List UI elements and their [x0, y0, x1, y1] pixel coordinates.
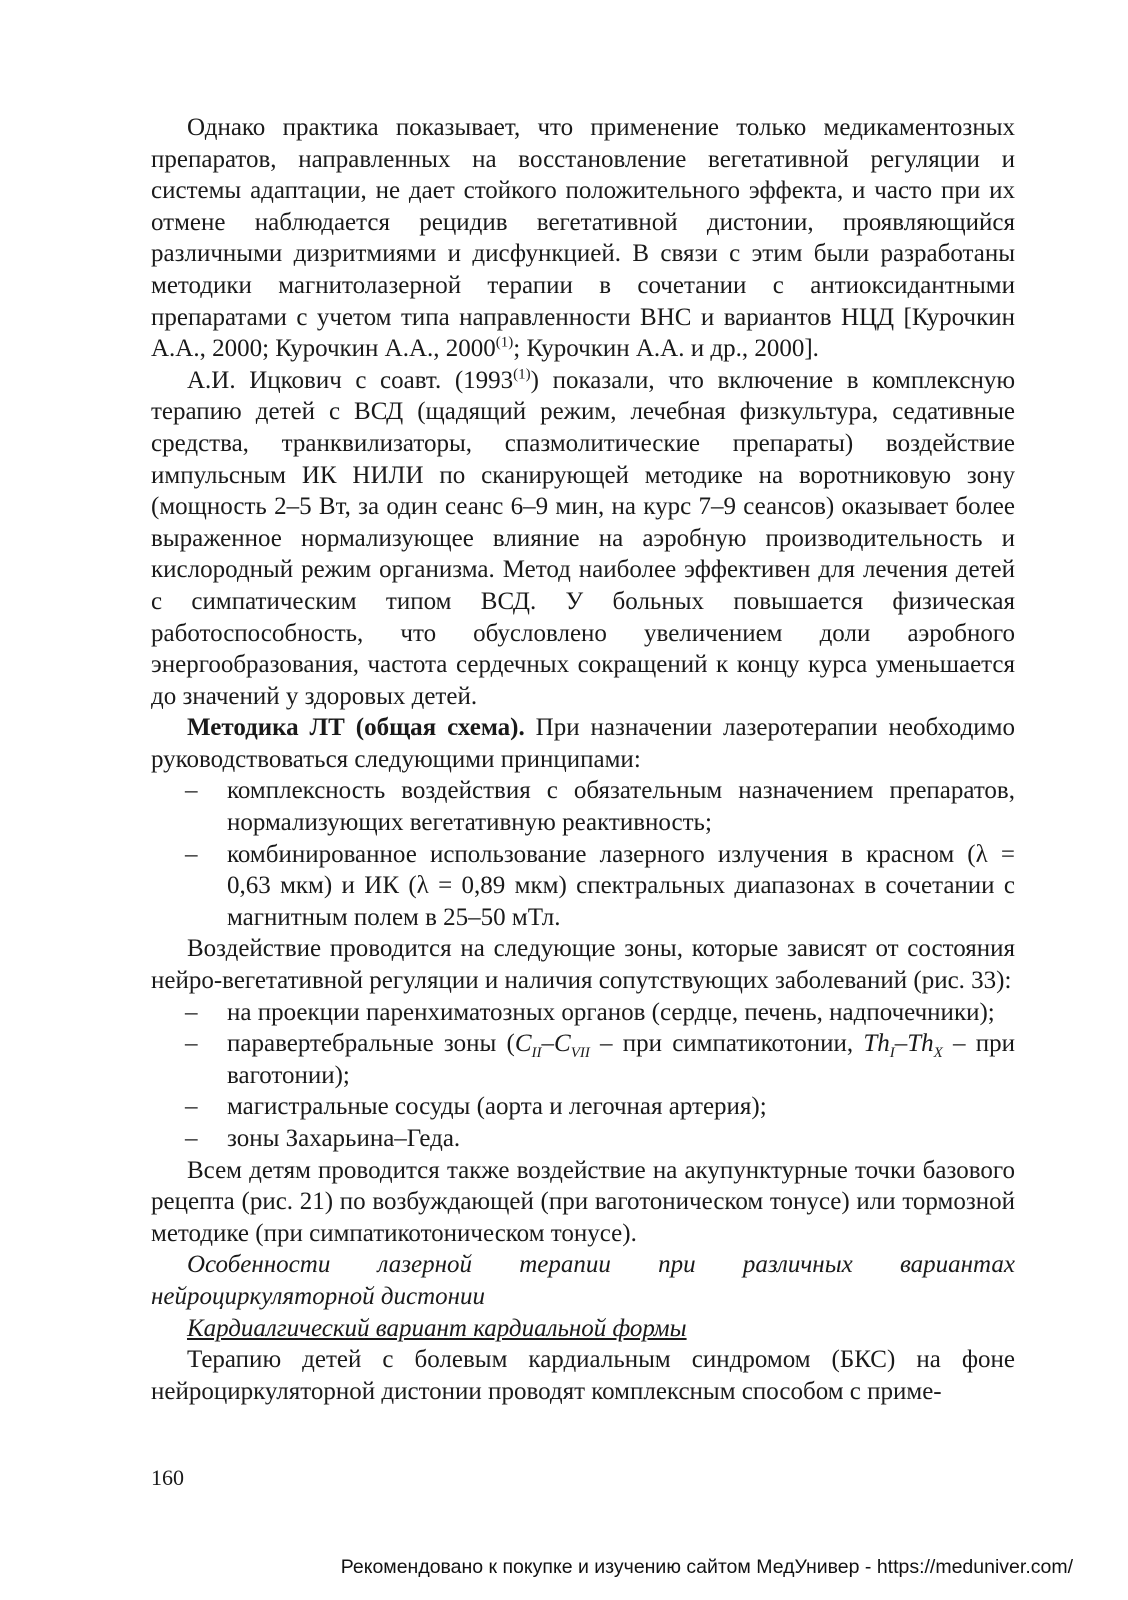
paragraph-1-end: ; Курочкин А.А. и др., 2000].	[513, 335, 819, 363]
vertebra-subscript: I	[889, 1045, 895, 1062]
zones-list	[151, 997, 1015, 1155]
section-heading-method: Методика ЛТ (общая схема).	[187, 714, 525, 742]
paragraph-2	[151, 365, 1015, 713]
list-dash: –	[185, 1093, 198, 1121]
list-item-text: паравертебральные зоны (	[227, 1030, 515, 1058]
list-item-text: комбинированное использование лазерного излучения в красном (λ = 0,63 мкм) и ИК (λ = 0,89 мкм) спектральных диапазонах в сочетании с магнитным полем в 25–50 мТл.	[227, 840, 1015, 931]
list-item	[151, 997, 1015, 1029]
reference-superscript: (1)	[513, 366, 531, 383]
paragraph-4: Воздействие проводится на следующие зоны, которые зависят от состояния нейро-вегетативной регуляции и наличия сопутствующих заболеваний (рис. 33):	[151, 935, 1015, 995]
list-item-text: – при ваготонии);	[227, 1030, 1015, 1089]
range-dash: –	[894, 1030, 908, 1058]
range-dash: –	[541, 1030, 555, 1058]
vertebra-subscript: VII	[570, 1045, 590, 1062]
paragraph-5: Всем детям проводится также воздействие на акупунктурные точки базового рецепта (рис. 21) по возбуждающей (при ваготоническом тонусе) или тормозной методике (при симпатикотоническом тонусе).	[151, 1156, 1015, 1247]
vertebra-label: Th	[907, 1030, 934, 1058]
paragraph-8: Терапию детей с болевым кардиальным синдромом (БКС) на фоне нейроциркуляторной дистонии проводят комплексным способом с приме-	[151, 1346, 1015, 1405]
subsection-title-italic: Особенности лазерной терапии при различных вариантах нейроциркуляторной дистонии	[151, 1251, 1015, 1310]
paragraph-3	[151, 712, 1015, 775]
paragraph-2-text: ) показали, что включение в комплексную терапию детей с ВСД (щадящий режим, лечебная физкультура, седативные средства, транквилизаторы, спазмолитические препараты) воздействие импульсным ИК НИЛИ по сканирующей методике на воротниковую зону (мощность 2–5 Вт, за один сеанс 6–9 мин, на курс 7–9 сеансов) оказывает более выраженное нормализующее влияние на аэробную производительность и кислородный режим организма. Метод наиболее эффективен для лечения детей с симпатическим типом ВСД. У больных повышается физическая работоспособность, что обусловлено увеличением доли аэробного энергообразования, частота сердечных сокращений к концу курса уменьшается до значений у здоровых детей.	[151, 366, 1015, 710]
list-item-text: зоны Захарьина–Геда.	[227, 1125, 461, 1152]
list-item	[151, 839, 1015, 934]
list-item	[151, 775, 1015, 838]
paragraph-1	[151, 112, 1015, 365]
subsection-title-underlined-wrap	[151, 1313, 1015, 1345]
vertebra-label: Th	[863, 1030, 890, 1058]
list-item-text: магистральные сосуды (аорта и легочная артерия);	[227, 1093, 767, 1121]
reference-superscript: (1)	[495, 334, 514, 351]
list-dash: –	[185, 777, 198, 805]
list-dash: –	[185, 840, 198, 868]
vertebra-label: C	[554, 1030, 571, 1058]
paragraph-2-start: А.И. Ицкович с соавт. (1993	[187, 366, 514, 394]
list-dash: –	[185, 998, 198, 1026]
list-dash: –	[185, 1125, 198, 1152]
page-number: 160	[151, 1465, 184, 1490]
list-item-text: – при симпатикотонии,	[589, 1030, 864, 1058]
paragraph-3-text: При назначении лазеротерапии необходимо руководствоваться следующими принципами:	[151, 714, 1015, 773]
list-item	[151, 1028, 1015, 1091]
list-item	[151, 1123, 1015, 1155]
vertebra-label: C	[514, 1030, 532, 1058]
list-item	[151, 1091, 1015, 1123]
vertebra-subscript: X	[933, 1045, 943, 1062]
principles-list	[151, 775, 1015, 933]
paragraph-1-text: Однако практика показывает, что применение только медикаментозных препаратов, направленных на восстановление вегетативной регуляции и системы адаптации, не дает стойкого положительного эффекта, и часто при их отмене наблюдается рецидив вегетативной дистонии, проявляющийся различными дизритмиями и дисфункцией. В связи с этим были разработаны методики магнитолазерной терапии в сочетании с антиоксидантными препаратами с учетом типа направленности ВНС и вариантов НЦД [Курочкин А.А., 2000; Курочкин А.А., 2000	[151, 114, 1015, 363]
page-body	[151, 112, 1015, 1407]
list-dash: –	[185, 1030, 198, 1058]
subsection-title-underlined: Кардиалгический вариант кардиальной формы	[187, 1314, 687, 1342]
vertebra-subscript: II	[531, 1045, 542, 1062]
footer-watermark: Рекомендовано к покупке и изучению сайтом МедУнивер - https://meduniver.com/	[340, 1556, 1073, 1578]
list-item-text: на проекции паренхиматозных органов (сердце, печень, надпочечники);	[227, 998, 995, 1026]
list-item-text: комплексность воздействия с обязательным назначением препаратов, нормализующих вегетативную реактивность;	[227, 777, 1015, 837]
